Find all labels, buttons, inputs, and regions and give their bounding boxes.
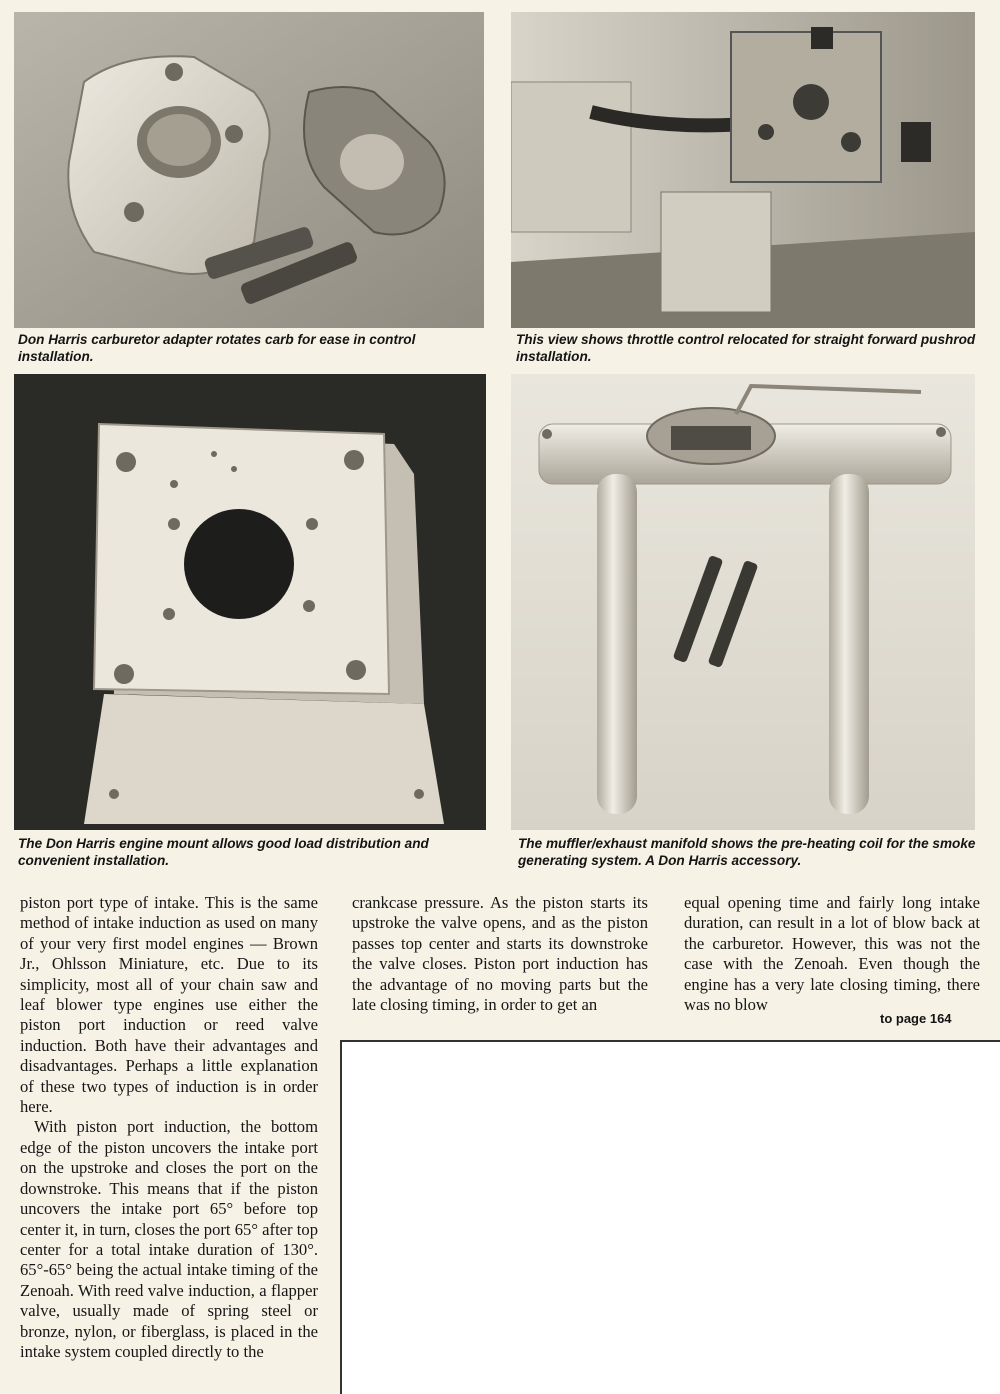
throttle-control-illustration: [511, 12, 975, 328]
continued-on-page-link[interactable]: to page 164: [880, 1011, 952, 1026]
muffler-manifold-caption: The muffler/exhaust manifold shows the pre-heating coil for the smoke generating system. A Don Harris accessory.: [518, 836, 976, 868]
carburetor-adapter-photo: [14, 12, 484, 328]
article-paragraph: piston port type of intake. This is the same method of intake induction as used on many of your very first model engines — Brown Jr., Ohlsson Miniature, etc. Due to its simplicity, most all of your chain saw and leaf blower type engines use either the piston port induction or reed valve induction. Both have their advantages and disadvantages. Perhaps a little explanation of these two types of induction is in order here.: [20, 893, 318, 1117]
ad-space-box: [340, 1040, 1000, 1394]
article-paragraph: equal opening time and fairly long intake duration, can result in a lot of blow back at the carburetor. However, this was not the case with the Zenoah. Even though the engine has a very late closing timing, there was no blow: [684, 893, 980, 1015]
article-paragraph: crankcase pressure. As the piston starts its upstroke the valve opens, and as the piston passes top center and starts its downstroke the valve closes. Piston port induction has the advantage of no moving parts but the late closing timing, in order to get an: [352, 893, 648, 1015]
carburetor-adapter-caption: Don Harris carburetor adapter rotates carb for ease in control installation.: [18, 332, 416, 364]
throttle-control-caption: This view shows throttle control relocated for straight forward pushrod installation.: [516, 332, 976, 364]
engine-mount-illustration: [14, 374, 486, 830]
muffler-manifold-illustration: [511, 374, 975, 830]
carburetor-adapter-illustration: [14, 12, 484, 328]
article-paragraph: With piston port induction, the bottom edge of the piston uncovers the intake port on the upstroke and closes the port on the downstroke. This means that if the piston uncovers the intake port 65° before top center it, in turn, closes the port 65° after top center for a total intake duration of 130°. 65°-65° being the actual intake timing of the Zenoah. With reed valve induction, a flapper valve, usually made of spring steel or bronze, nylon, or fiberglass, is placed in the intake system coupled directly to the: [20, 1117, 318, 1361]
article-column-3: [684, 893, 980, 1015]
engine-mount-caption: The Don Harris engine mount allows good load distribution and convenient installation.: [18, 836, 429, 868]
throttle-control-photo: [511, 12, 975, 328]
article-column-2: [352, 893, 648, 1015]
article-column-1: [20, 893, 318, 1362]
muffler-manifold-photo: [511, 374, 975, 830]
engine-mount-photo: [14, 374, 486, 830]
